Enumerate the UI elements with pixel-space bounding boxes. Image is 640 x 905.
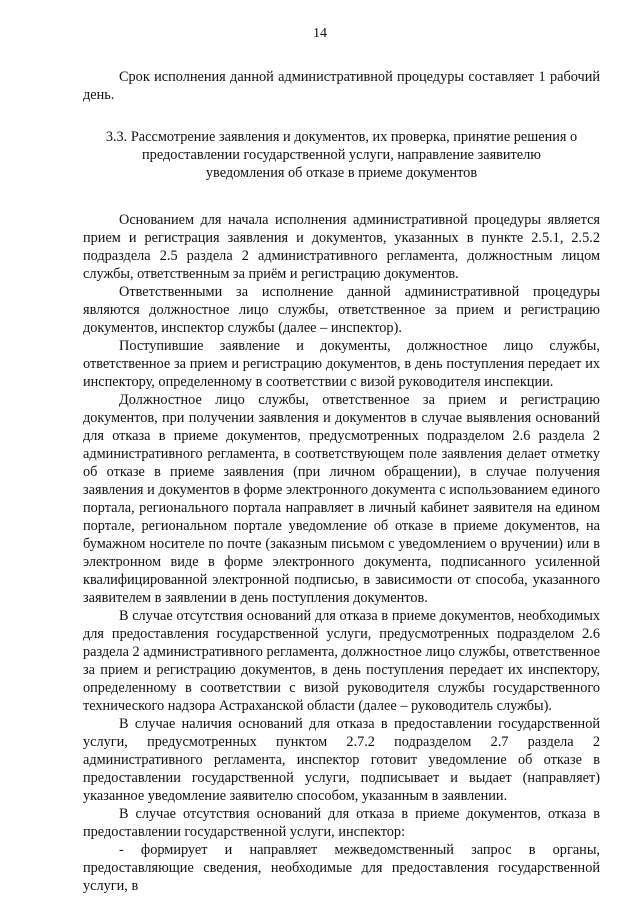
page-number: 14 [313, 26, 327, 41]
document-body [83, 68, 600, 895]
paragraph: Срок исполнения данной административной процедуры составляет 1 рабочий день. [83, 69, 600, 103]
paragraph: В случае отсутствия оснований для отказа в приеме документов, необходимых для предоставления государственной услуги, предусмотренных подразделом 2.6 раздела 2 административного регламента, должностное лицо службы, ответственное за прием и регистрацию документов, в день поступления передает их инспектору, определенному в соответствии с визой руководителя службы государственного технического надзора Астраханской области (далее – руководитель службы). [83, 608, 600, 714]
paragraph: Поступившие заявление и документы, должностное лицо службы, ответственное за прием и регистрацию документов, в день поступления передает их инспектору, определенному в соответствии с визой руководителя инспекции. [83, 338, 600, 390]
paragraph: В случае отсутствия оснований для отказа в приеме документов, отказа в предоставлении государственной услуги, инспектор: [83, 806, 600, 840]
paragraph: Основанием для начала исполнения административной процедуры является прием и регистрация заявления и документов, указанных в пункте 2.5.1, 2.5.2 подраздела 2.5 раздела 2 административного регламента, должностным лицом службы, ответственным за приём и регистрацию документов. [83, 212, 600, 282]
section-heading: 3.3. Рассмотрение заявления и документов, их проверка, принятие решения о предоставлении государственной услуги, направление заявителю уведомления об отказе в приеме документов [105, 129, 578, 181]
paragraph: Должностное лицо службы, ответственное за прием и регистрацию документов, при получении заявления и документов в случае выявления оснований для отказа в приеме документов, предусмотренных подразделом 2.6 раздела 2 административного регламента, в соответствующем поле заявления делает отметку об отказе в приеме заявления (при личном обращении), в случае получения заявления и документов в форме электронного документа с использованием единого портала, регионального портала направляет в личный кабинет заявителя на едином портале, региональном портале уведомление об отказе в приеме документов, на бумажном носителе по почте (заказным письмом с уведомлением о вручении) или в электронном виде в форме электронного документа, подписанного усиленной квалифицированной электронной подписью, в зависимости от способа, указанного заявителем в заявлении в день поступления документов. [83, 392, 600, 606]
paragraph: Ответственными за исполнение данной административной процедуры являются должностное лицо службы, ответственное за прием и регистрацию документов, инспектор службы (далее – инспектор). [83, 284, 600, 336]
paragraph: - формирует и направляет межведомственный запрос в органы, предоставляющие сведения, необходимые для предоставления государственной услуги, в [83, 842, 600, 894]
paragraph: В случае наличия оснований для отказа в предоставлении государственной услуги, предусмотренных пунктом 2.7.2 подразделом 2.7 раздела 2 административного регламента, инспектор готовит уведомление об отказе в предоставлении государственной услуги, подписывает и выдает (направляет) указанное уведомление заявителю способом, указанным в заявлении. [83, 716, 600, 804]
